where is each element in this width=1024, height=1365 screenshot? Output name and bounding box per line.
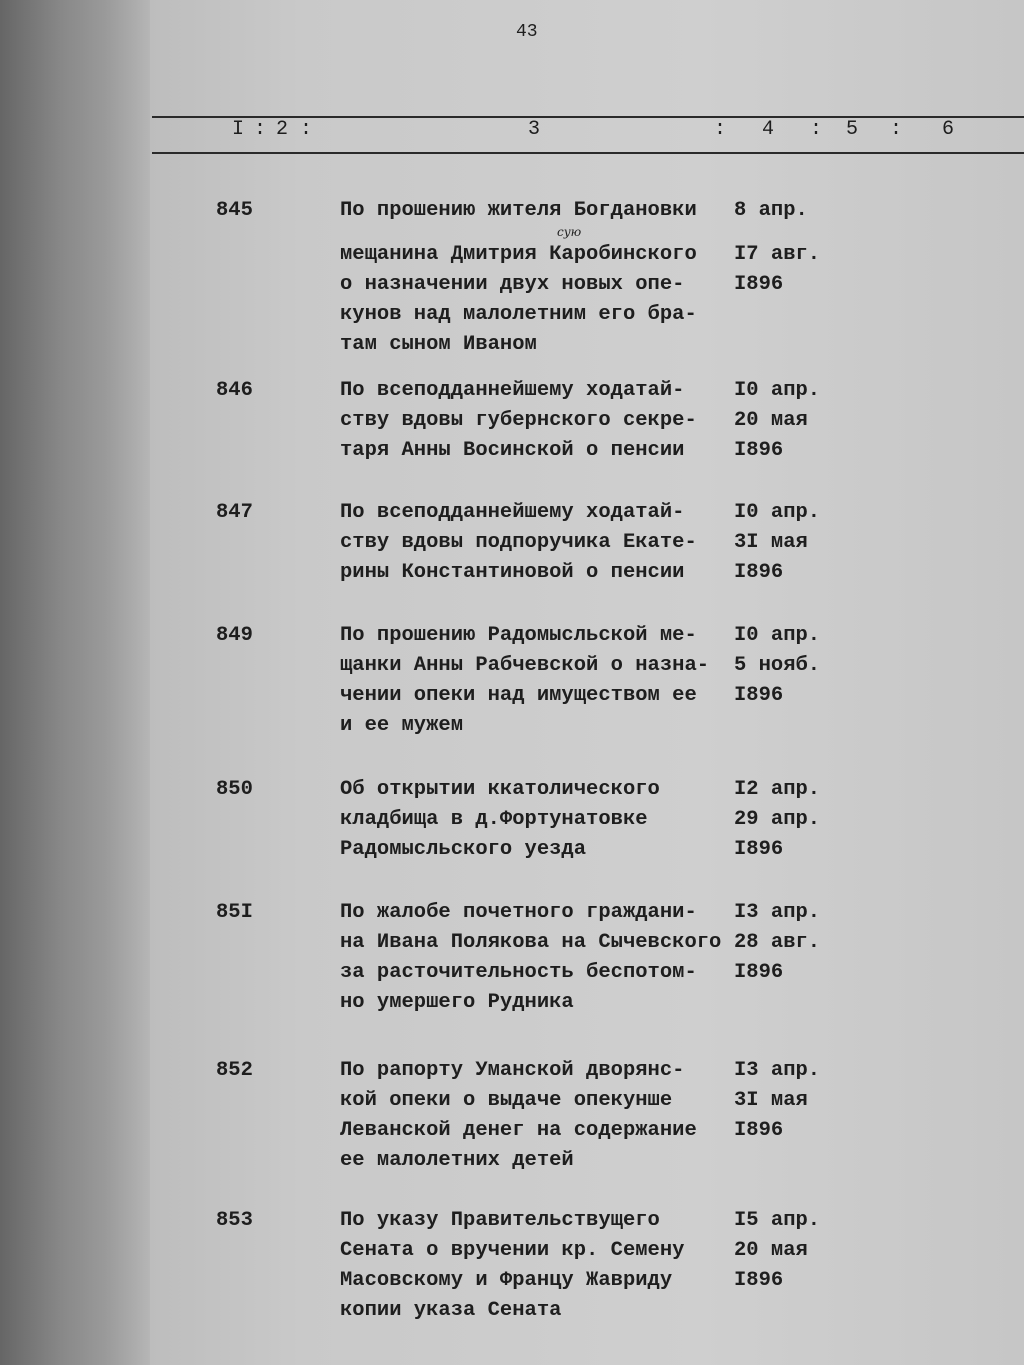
entry-number: 847: [216, 501, 253, 524]
entry-description: [340, 498, 697, 588]
description-line: По прошению жителя Богдановки: [340, 199, 697, 222]
entry-dates: [734, 1206, 820, 1296]
description-line: ству вдовы подпоручика Екате-: [340, 531, 697, 554]
description-line: Радомысльского уезда: [340, 838, 587, 861]
date-line: I0 апр.: [734, 624, 821, 647]
date-line: I896: [734, 961, 784, 984]
entry-description: [340, 621, 709, 741]
description-line: копии указа Сената: [340, 1299, 562, 1322]
entry-number: 85I: [216, 901, 253, 924]
entry-dates: [734, 376, 820, 466]
description-line: щанки Анны Рабчевской о назна-: [340, 654, 710, 677]
description-line: но умершего Рудника: [340, 991, 574, 1014]
date-line: 20 мая: [734, 1239, 808, 1262]
date-line: I896: [734, 684, 784, 707]
date-line: 3I мая: [734, 531, 808, 554]
description-line: там сыном Иваном: [340, 333, 537, 356]
entry-number: 849: [216, 624, 253, 647]
description-line: рины Константиновой о пенсии: [340, 561, 685, 584]
entry-number: 853: [216, 1209, 253, 1232]
description-line: и ее мужем: [340, 714, 464, 737]
col-3: 3: [528, 118, 541, 141]
date-line: 5 нояб.: [734, 654, 821, 677]
description-line: кладбища в д.Фортунатовке: [340, 808, 648, 831]
col-sep: :: [254, 118, 267, 141]
description-line: По рапорту Уманской дворянс-: [340, 1059, 685, 1082]
entry-number: 852: [216, 1059, 253, 1082]
description-line: ству вдовы губернского секре-: [340, 409, 697, 432]
col-4: 4: [762, 118, 775, 141]
date-line: I896: [734, 561, 784, 584]
entry-dates: [734, 498, 820, 588]
description-line: По всеподданнейшему ходатай-: [340, 379, 685, 402]
date-line: 3I мая: [734, 1089, 808, 1112]
description-line: По указу Правительствущего: [340, 1209, 660, 1232]
col-sep: :: [714, 118, 727, 141]
date-line: I3 апр.: [734, 1059, 821, 1082]
col-5: 5: [846, 118, 859, 141]
date-line: I7 авг.: [734, 243, 821, 266]
description-line: чении опеки над имуществом ее: [340, 684, 697, 707]
col-sep: :: [300, 118, 313, 141]
entry-description: [340, 1056, 697, 1176]
entry-dates: [734, 621, 820, 711]
date-line: 20 мая: [734, 409, 808, 432]
date-line: I5 апр.: [734, 1209, 821, 1232]
description-line: мещанина Дмитрия Каробинского: [340, 243, 697, 266]
page-number: 43: [516, 22, 538, 42]
entry-dates: [734, 196, 820, 300]
description-line: По прошению Радомысльской ме-: [340, 624, 697, 647]
date-line: I0 апр.: [734, 501, 821, 524]
entry-description: [340, 376, 697, 466]
date-line: I3 апр.: [734, 901, 821, 924]
book-spine-shadow: [0, 0, 150, 1365]
date-line: 28 авг.: [734, 931, 821, 954]
entry-description: [340, 898, 721, 1018]
col-2: 2: [276, 118, 289, 141]
col-1: I: [232, 118, 245, 141]
description-line: кунов над малолетним его бра-: [340, 303, 697, 326]
handwritten-correction: сую: [557, 225, 582, 239]
date-line: I0 апр.: [734, 379, 821, 402]
date-line: I896: [734, 273, 784, 296]
description-line: за расточительность беспотом-: [340, 961, 697, 984]
date-line: I896: [734, 1119, 784, 1142]
header-bottom-rule: [152, 152, 1024, 154]
entry-dates: [734, 775, 820, 865]
date-line: I2 апр.: [734, 778, 821, 801]
entry-number: 846: [216, 379, 253, 402]
entry-number: 850: [216, 778, 253, 801]
date-line: 29 апр.: [734, 808, 821, 831]
col-sep: :: [890, 118, 903, 141]
description-line: на Ивана Полякова на Сычевского: [340, 931, 722, 954]
description-line: о назначении двух новых опе-: [340, 273, 685, 296]
description-line: По всеподданнейшему ходатай-: [340, 501, 685, 524]
col-6: 6: [942, 118, 955, 141]
description-line: таря Анны Восинской о пенсии: [340, 439, 685, 462]
description-line: Леванской денег на содержание: [340, 1119, 697, 1142]
entry-number: 845: [216, 199, 253, 222]
entry-description: [340, 196, 697, 360]
description-line: По жалобе почетного граждани-: [340, 901, 697, 924]
date-line: I896: [734, 838, 784, 861]
description-line: кой опеки о выдаче опекунше: [340, 1089, 673, 1112]
col-sep: :: [810, 118, 823, 141]
description-line: Масовскому и Францу Жавриду: [340, 1269, 673, 1292]
description-line: Об открытии ккатолического: [340, 778, 660, 801]
entry-description: [340, 775, 660, 865]
date-line: I896: [734, 439, 784, 462]
date-line: I896: [734, 1269, 784, 1292]
entry-dates: [734, 1056, 820, 1146]
date-line: 8 апр.: [734, 199, 808, 222]
entry-description: [340, 1206, 684, 1326]
description-line: Сената о вручении кр. Семену: [340, 1239, 685, 1262]
description-line: ее малолетних детей: [340, 1149, 574, 1172]
entry-dates: [734, 898, 820, 988]
